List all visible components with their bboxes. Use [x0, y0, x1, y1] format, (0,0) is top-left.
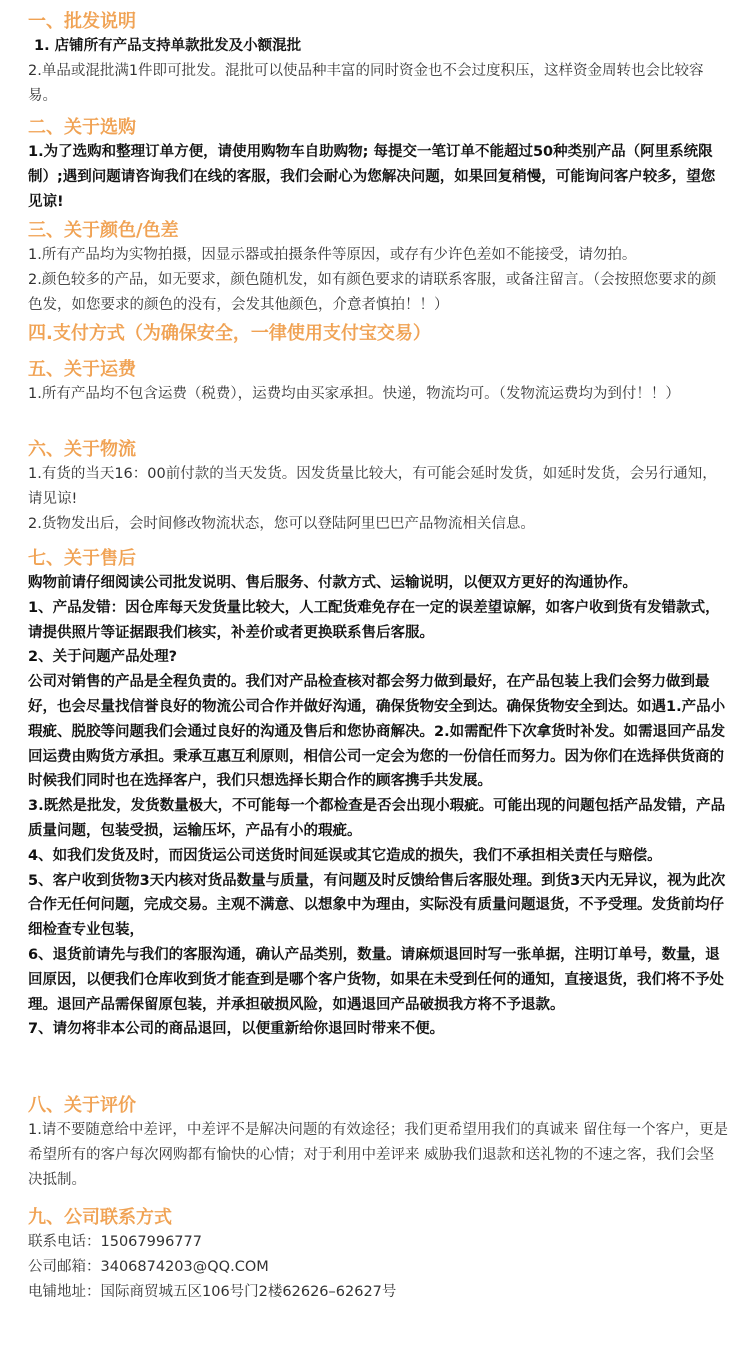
- paragraph: 1、产品发错：因仓库每天发货量比较大，人工配货难免存在一定的误差望谅解，如客户收到货有发错款式，请提供照片等证据跟我们核实，补差价或者更换联系售后客服。: [28, 599, 720, 641]
- section-wholesale: [28, 10, 728, 108]
- section-shipping-fee: [28, 358, 728, 407]
- section-logistics: [28, 438, 728, 536]
- contact-address: 电铺地址：国际商贸城五区106号门2楼62626–62627号: [28, 1283, 397, 1300]
- section-title: 六、关于物流: [28, 439, 136, 460]
- contact-email: 公司邮箱：3406874203@QQ.COM: [28, 1258, 269, 1275]
- paragraph: 3.既然是批发，发货数量极大，不可能每一个都检查是否会出现小瑕疵。可能出现的问题包括产品发错，产品质量问题，包装受损，运输压坏，产品有小的瑕疵。: [28, 798, 726, 839]
- paragraph: 公司对销售的产品是全程负责的。我们对产品检查核对都会努力做到最好，在产品包装上我们会努力做到最好，也会尽量找信誉良好的物流公司合作并做好沟通，确保货物安全到达。确保货物安全到达。如遇1.产品小瑕疵、脱胶等问题我们会通过良好的沟通及售后和您协商解决。2.如需配件下次拿货时补发。如需退回产品发回运费由购货方承担。秉承互惠互利原则，相信公司一定会为您的一份信任而努力。因为你们在选择供货商的时候我们同时也在选择客户，我们只想选择长期合作的顾客携手共发展。: [28, 674, 726, 790]
- section-title: 三、关于颜色/色差: [28, 220, 179, 241]
- section-title: 五、关于运费: [28, 359, 136, 380]
- paragraph: 2.货物发出后，会时间修改物流状态，您可以登陆阿里巴巴产品物流相关信息。: [28, 515, 535, 532]
- paragraph: 5、客户收到货物3天内核对货品数量与质量，有问题及时反馈给售后客服处理。到货3天内无异议，视为此次合作无任何问题，完成交易。主观不满意、以想象中为理由，实际没有质量问题退货，不予受理。发货前均仔细检查专业包装，: [28, 872, 726, 939]
- section-payment: [28, 322, 728, 346]
- section-contact: [28, 1206, 728, 1304]
- section-title: 七、关于售后: [28, 548, 136, 569]
- paragraph: 2.单品或混批满1件即可批发。混批可以使品种丰富的同时资金也不会过度积压，这样资金周转也会比较容易。: [28, 62, 704, 104]
- paragraph: 4、如我们发货及时，而因货运公司送货时间延误或其它造成的损失，我们不承担相关责任与赔偿。: [28, 847, 662, 864]
- section-purchase: [28, 116, 728, 214]
- paragraph: 1.为了选购和整理订单方便，请使用购物车自助购物; 每提交一笔订单不能超过50种类别产品（阿里系统限制）;遇到问题请咨询我们在线的客服，我们会耐心为您解决问题，如果回复稍慢，可能询问客户较多，望您见谅!: [28, 144, 716, 210]
- section-color: [28, 219, 728, 317]
- paragraph: 1.有货的当天16：00前付款的当天发货。因发货量比较大，有可能会延时发货，如延时发货，会另行通知，请见谅!: [28, 466, 717, 507]
- paragraph: 1.所有产品均不包含运费（税费），运费均由买家承担。快递，物流均可。（发物流运费均为到付！！）: [28, 386, 680, 402]
- section-title: 八、关于评价: [28, 1095, 136, 1116]
- paragraph: 7、请勿将非本公司的商品退回，以便重新给你退回时带来不便。: [28, 1021, 445, 1038]
- section-title: 四.支付方式（为确保安全，一律使用支付宝交易）: [28, 323, 431, 344]
- contact-phone: 联系电话：15067996777: [28, 1234, 202, 1250]
- paragraph: 6、退货前请先与我们的客服沟通，确认产品类别，数量。请麻烦退回时写一张单据，注明订单号，数量，退回原因，以便我们仓库收到货才能查到是哪个客户货物，如果在未受到任何的通知，直接退货，我们将不予处理。退回产品需保留原包装，并承担破损风险，如遇退回产品破损我方将不予退款。: [28, 946, 724, 1013]
- paragraph: 2、关于问题产品处理?: [28, 649, 177, 666]
- section-title: 二、关于选购: [28, 117, 136, 138]
- section-title: 九、公司联系方式: [28, 1207, 172, 1228]
- paragraph: 1.请不要随意给中差评，中差评不是解决问题的有效途径；我们更希望用我们的真诚来 留住每一个客户，更是希望所有的客户每次网购都有愉快的心情；对于利用中差评来 威胁我们退款和送礼物的不速之客，我们会坚决抵制。: [28, 1122, 728, 1188]
- section-after-sales: [28, 547, 728, 1042]
- section-reviews: [28, 1094, 728, 1192]
- paragraph: 购物前请仔细阅读公司批发说明、售后服务、付款方式、运输说明，以便双方更好的沟通协作。: [28, 575, 637, 591]
- paragraph: 1.所有产品均为实物拍摄，因显示器或拍摄条件等原因，或存有少许色差如不能接受，请勿拍。: [28, 247, 637, 263]
- paragraph: 1. 店铺所有产品支持单款批发及小额混批: [34, 38, 302, 54]
- paragraph: 2.颜色较多的产品，如无要求，颜色随机发，如有颜色要求的请联系客服，或备注留言。（会按照您要求的颜色发，如您要求的颜色的没有，会发其他颜色，介意者慎拍！！）: [28, 271, 717, 313]
- section-title: 一、批发说明: [28, 11, 136, 32]
